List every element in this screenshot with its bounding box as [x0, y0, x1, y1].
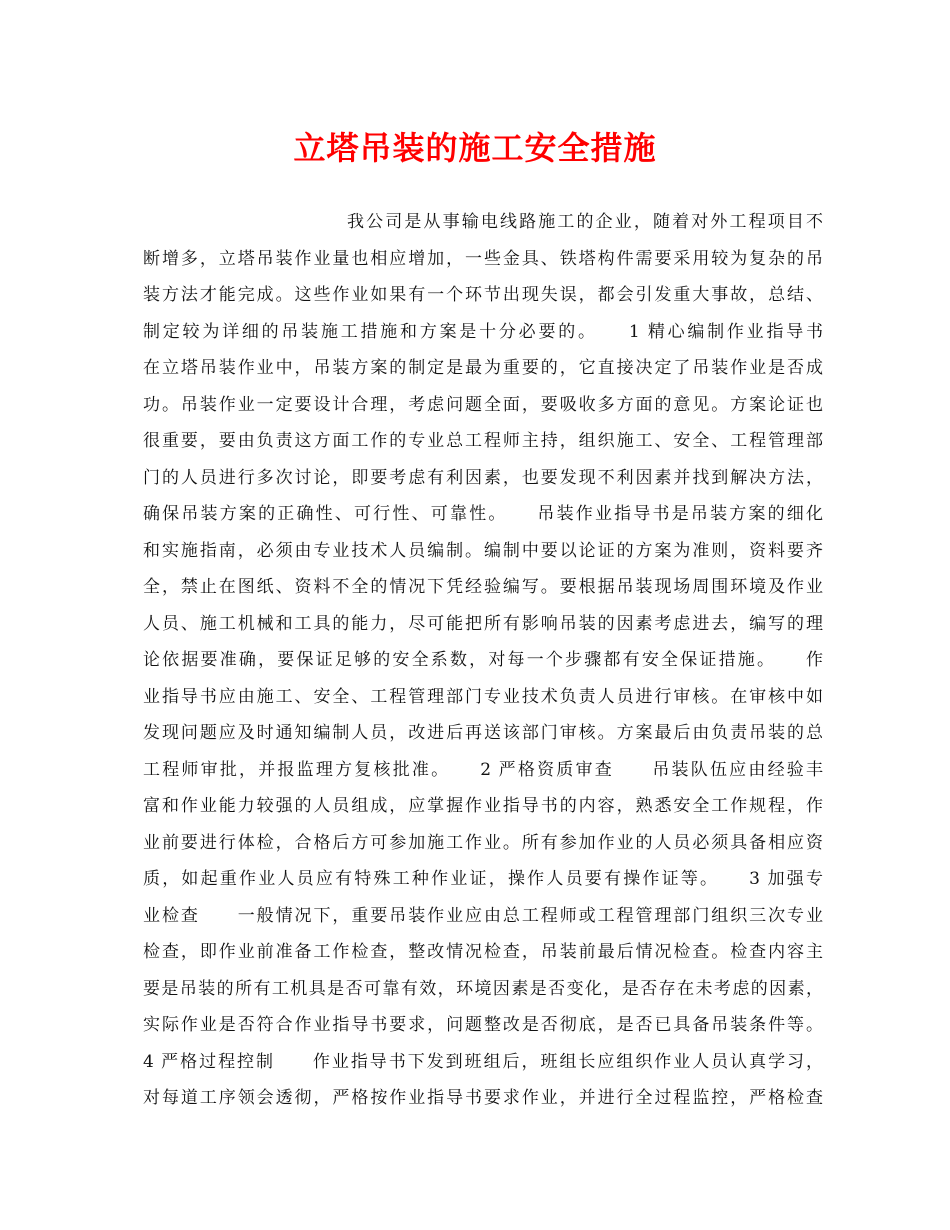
body-line: 富和作业能力较强的人员组成，应掌握作业指导书的内容，熟悉安全工作规程，作	[143, 796, 823, 816]
body-line: 全，禁止在图纸、资料不全的情况下凭经验编写。要根据吊装现场周围环境及作业	[143, 577, 823, 597]
body-line: 我公司是从事输电线路施工的企业，随着对外工程项目不	[347, 212, 823, 232]
body-line: 业前要进行体检，合格后方可参加施工作业。所有参加作业的人员必须具备相应资	[143, 832, 823, 853]
body-line: 实际作业是否符合作业指导书要求，问题整改是否彻底，是否已具备吊装条件等。	[143, 1015, 823, 1035]
body-line: 发现问题应及时通知编制人员，改进后再送该部门审核。方案最后由负责吊装的总	[143, 723, 823, 743]
body-line: 检查，即作业前准备工作检查，整改情况检查，吊装前最后情况检查。检查内容主	[143, 942, 823, 962]
document-title: 立塔吊装的施工安全措施	[293, 129, 657, 167]
body-line: 装方法才能完成。这些作业如果有一个环节出现失误，都会引发重大事故，总结、	[143, 285, 823, 305]
body-line: 在立塔吊装作业中，吊装方案的制定是最为重要的，它直接决定了吊装作业是否成	[143, 358, 823, 378]
document-body	[143, 204, 823, 1117]
body-line: 业指导书应由施工、安全、工程管理部门专业技术负责人员进行审核。在审核中如	[143, 686, 823, 707]
body-line: 要是吊装的所有工机具是否可靠有效，环境因素是否变化，是否存在未考虑的因素，	[143, 978, 823, 999]
body-line: 和实施指南，必须由专业技术人员编制。编制中要以论证的方案为准则，资料要齐	[143, 540, 823, 561]
body-line: 工程师审批，并报监理方复核批准。 2 严格资质审查 吊装队伍应由经验丰	[143, 759, 823, 780]
body-line: 业检查 一般情况下，重要吊装作业应由总工程师或工程管理部门组织三次专业	[143, 905, 823, 926]
body-line: 4 严格过程控制 作业指导书下发到班组后，班组长应组织作业人员认真学习，	[143, 1051, 823, 1072]
body-line: 确保吊装方案的正确性、可行性、可靠性。 吊装作业指导书是吊装方案的细化	[143, 504, 823, 524]
body-line: 论依据要准确，要保证足够的安全系数，对每一个步骤都有安全保证措施。 作	[143, 650, 823, 670]
body-line: 质，如起重作业人员应有特殊工种作业证，操作人员要有操作证等。 3 加强专	[143, 869, 823, 889]
body-line: 人员、施工机械和工具的能力，尽可能把所有影响吊装的因素考虑进去，编写的理	[143, 613, 823, 634]
body-line: 对每道工序领会透彻，严格按作业指导书要求作业，并进行全过程监控，严格检查	[143, 1088, 823, 1108]
body-line: 很重要，要由负责这方面工作的专业总工程师主持，组织施工、安全、工程管理部	[143, 431, 823, 451]
body-line: 断增多，立塔吊装作业量也相应增加，一些金具、铁塔构件需要采用较为复杂的吊	[143, 248, 823, 269]
body-line: 门的人员进行多次讨论，即要考虑有利因素，也要发现不利因素并找到解决方法，	[143, 467, 823, 488]
body-line: 功。吊装作业一定要设计合理，考虑问题全面，要吸收多方面的意见。方案论证也	[143, 394, 823, 415]
body-line: 制定较为详细的吊装施工措施和方案是十分必要的。 1 精心编制作业指导书	[143, 321, 823, 342]
